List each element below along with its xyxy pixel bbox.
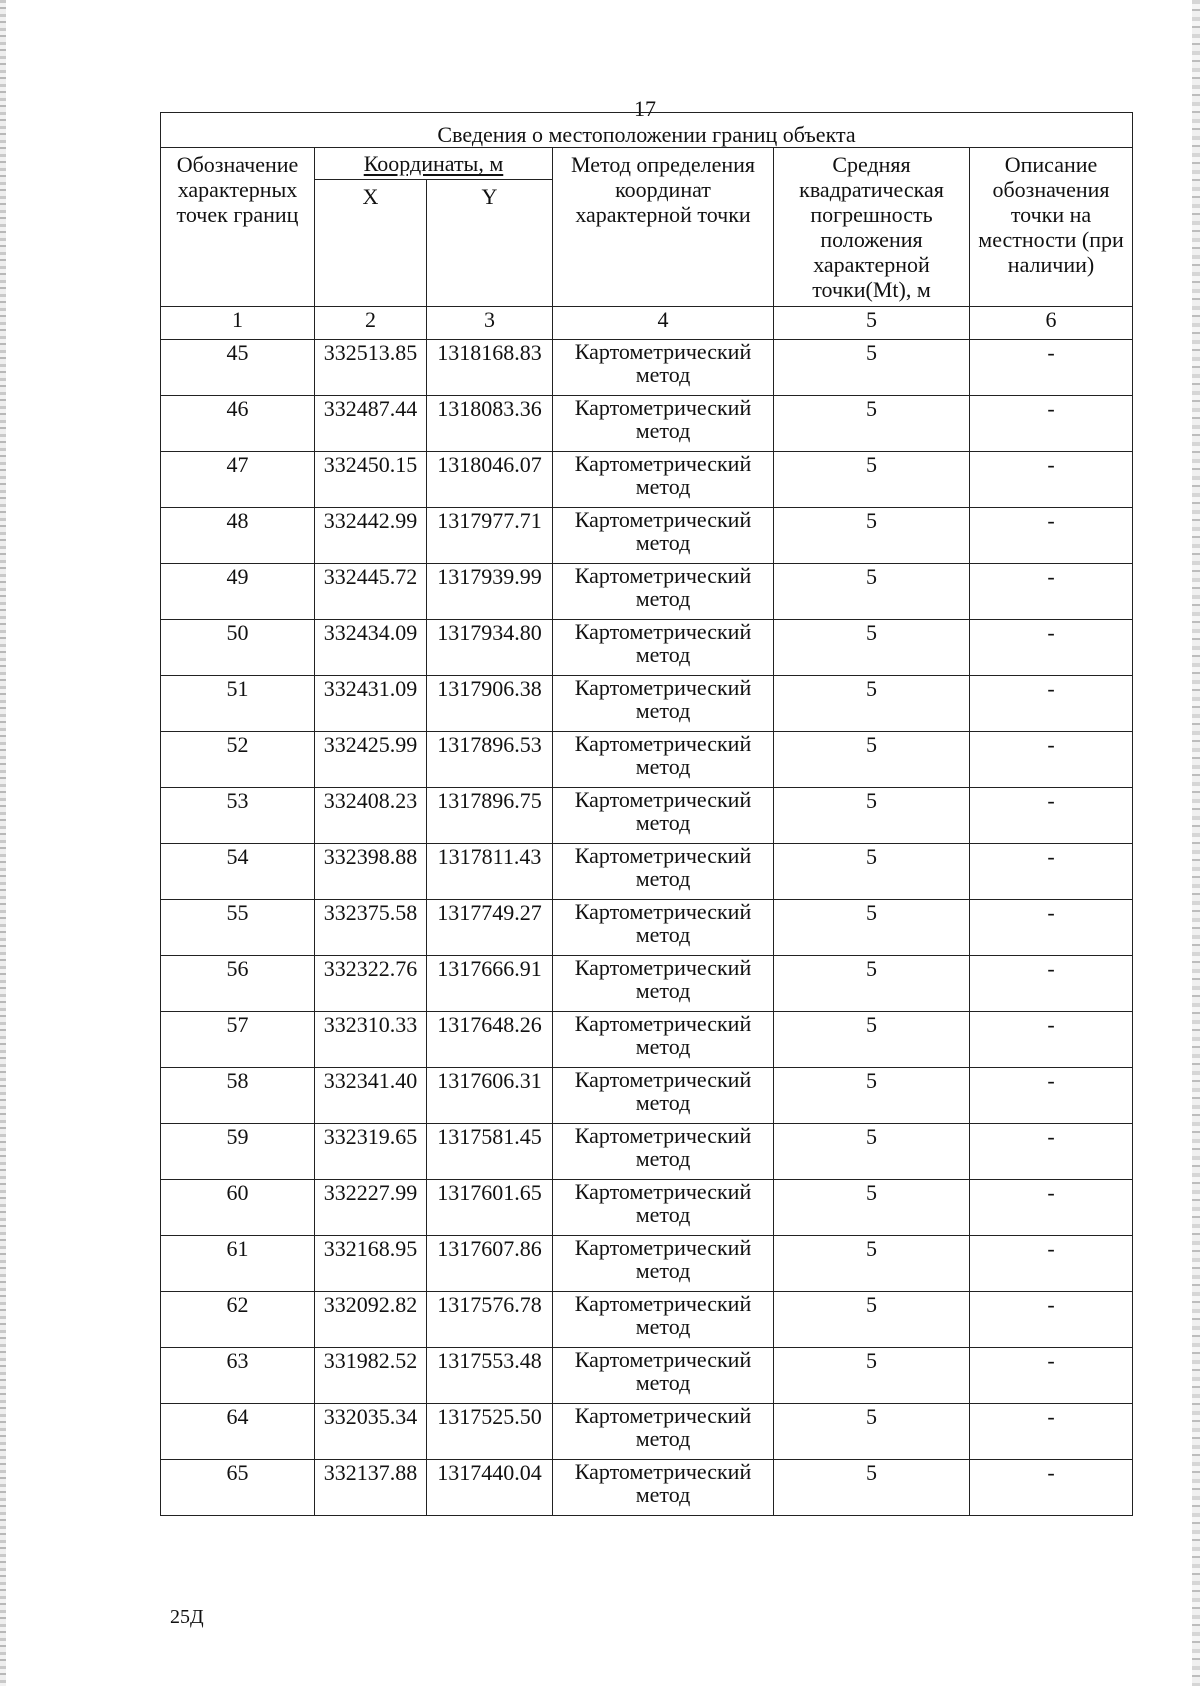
- header-y: Y: [427, 180, 553, 307]
- cell-y: 1317934.80: [427, 620, 553, 676]
- cell-point: 62: [161, 1292, 315, 1348]
- scan-edge-right: [1192, 0, 1200, 1686]
- cell-y: 1318046.07: [427, 452, 553, 508]
- cell-x: 332434.09: [315, 620, 427, 676]
- cell-method: Картометрический метод: [553, 844, 774, 900]
- cell-accuracy: 5: [774, 1068, 970, 1124]
- cell-point: 61: [161, 1236, 315, 1292]
- table-row: [161, 844, 1133, 900]
- cell-accuracy: 5: [774, 340, 970, 396]
- table-row: [161, 1292, 1133, 1348]
- table-row: [161, 956, 1133, 1012]
- column-number: 1: [161, 307, 315, 340]
- cell-accuracy: 5: [774, 1292, 970, 1348]
- cell-y: 1317576.78: [427, 1292, 553, 1348]
- cell-accuracy: 5: [774, 452, 970, 508]
- cell-y: 1317607.86: [427, 1236, 553, 1292]
- scan-edge-left: [0, 0, 6, 1686]
- cell-point: 60: [161, 1180, 315, 1236]
- cell-method: Картометрический метод: [553, 1012, 774, 1068]
- cell-point: 55: [161, 900, 315, 956]
- cell-accuracy: 5: [774, 900, 970, 956]
- table-row: [161, 1068, 1133, 1124]
- column-number: 5: [774, 307, 970, 340]
- cell-accuracy: 5: [774, 844, 970, 900]
- cell-point: 52: [161, 732, 315, 788]
- cell-y: 1317440.04: [427, 1460, 553, 1516]
- cell-accuracy: 5: [774, 1460, 970, 1516]
- table-title: Сведения о местоположении границ объекта: [161, 113, 1133, 148]
- cell-description: -: [970, 900, 1133, 956]
- cell-point: 58: [161, 1068, 315, 1124]
- header-accuracy: Средняя квадратическая погрешность положения характерной точки(Mt), м: [774, 148, 970, 307]
- cell-y: 1317811.43: [427, 844, 553, 900]
- cell-description: -: [970, 1068, 1133, 1124]
- cell-x: 332425.99: [315, 732, 427, 788]
- cell-y: 1317906.38: [427, 676, 553, 732]
- cell-method: Картометрический метод: [553, 564, 774, 620]
- table-row: [161, 564, 1133, 620]
- cell-method: Картометрический метод: [553, 956, 774, 1012]
- cell-x: 332513.85: [315, 340, 427, 396]
- cell-description: -: [970, 1460, 1133, 1516]
- cell-method: Картометрический метод: [553, 1404, 774, 1460]
- cell-method: Картометрический метод: [553, 1180, 774, 1236]
- cell-accuracy: 5: [774, 1236, 970, 1292]
- table-row: [161, 508, 1133, 564]
- column-number: 2: [315, 307, 427, 340]
- cell-point: 56: [161, 956, 315, 1012]
- cell-method: Картометрический метод: [553, 508, 774, 564]
- cell-point: 45: [161, 340, 315, 396]
- table-body: [161, 340, 1133, 1516]
- cell-accuracy: 5: [774, 1348, 970, 1404]
- cell-point: 51: [161, 676, 315, 732]
- cell-description: -: [970, 956, 1133, 1012]
- header-method: Метод определения координат характерной точки: [553, 148, 774, 307]
- cell-accuracy: 5: [774, 396, 970, 452]
- cell-x: 332450.15: [315, 452, 427, 508]
- cell-y: 1318083.36: [427, 396, 553, 452]
- cell-x: 332137.88: [315, 1460, 427, 1516]
- page-number: 17: [634, 96, 656, 121]
- table-row: [161, 676, 1133, 732]
- cell-accuracy: 5: [774, 676, 970, 732]
- cell-point: 49: [161, 564, 315, 620]
- cell-method: Картометрический метод: [553, 1124, 774, 1180]
- cell-description: -: [970, 564, 1133, 620]
- table-row: [161, 1348, 1133, 1404]
- cell-y: 1317977.71: [427, 508, 553, 564]
- table-row: [161, 340, 1133, 396]
- cell-accuracy: 5: [774, 732, 970, 788]
- cell-method: Картометрический метод: [553, 340, 774, 396]
- cell-y: 1317581.45: [427, 1124, 553, 1180]
- table-row: [161, 1012, 1133, 1068]
- column-number: 4: [553, 307, 774, 340]
- cell-point: 48: [161, 508, 315, 564]
- cell-accuracy: 5: [774, 1124, 970, 1180]
- cell-x: 332431.09: [315, 676, 427, 732]
- cell-description: -: [970, 676, 1133, 732]
- cell-accuracy: 5: [774, 788, 970, 844]
- cell-description: -: [970, 1348, 1133, 1404]
- table-row: [161, 788, 1133, 844]
- table-row: [161, 1236, 1133, 1292]
- cell-method: Картометрический метод: [553, 900, 774, 956]
- cell-y: 1317939.99: [427, 564, 553, 620]
- cell-description: -: [970, 452, 1133, 508]
- cell-x: 332310.33: [315, 1012, 427, 1068]
- cell-method: Картометрический метод: [553, 396, 774, 452]
- cell-description: -: [970, 1012, 1133, 1068]
- cell-x: 332341.40: [315, 1068, 427, 1124]
- cell-description: -: [970, 620, 1133, 676]
- cell-x: 332168.95: [315, 1236, 427, 1292]
- cell-y: 1317896.53: [427, 732, 553, 788]
- cell-method: Картометрический метод: [553, 1460, 774, 1516]
- cell-y: 1318168.83: [427, 340, 553, 396]
- cell-x: 331982.52: [315, 1348, 427, 1404]
- cell-x: 332227.99: [315, 1180, 427, 1236]
- cell-description: -: [970, 340, 1133, 396]
- column-number: 6: [970, 307, 1133, 340]
- cell-point: 47: [161, 452, 315, 508]
- cell-x: 332375.58: [315, 900, 427, 956]
- table-row: [161, 620, 1133, 676]
- column-number: 3: [427, 307, 553, 340]
- table-row: [161, 900, 1133, 956]
- cell-accuracy: 5: [774, 956, 970, 1012]
- footer-code: 25Д: [170, 1606, 204, 1628]
- cell-point: 46: [161, 396, 315, 452]
- header-coords: [315, 148, 553, 180]
- boundary-table: [160, 112, 1133, 1516]
- cell-description: -: [970, 1124, 1133, 1180]
- cell-method: Картометрический метод: [553, 676, 774, 732]
- cell-point: 57: [161, 1012, 315, 1068]
- cell-description: -: [970, 788, 1133, 844]
- cell-accuracy: 5: [774, 1012, 970, 1068]
- cell-x: 332445.72: [315, 564, 427, 620]
- cell-method: Картометрический метод: [553, 788, 774, 844]
- cell-point: 65: [161, 1460, 315, 1516]
- cell-x: 332092.82: [315, 1292, 427, 1348]
- cell-description: -: [970, 844, 1133, 900]
- cell-point: 64: [161, 1404, 315, 1460]
- cell-description: -: [970, 508, 1133, 564]
- cell-description: -: [970, 1236, 1133, 1292]
- header-point: Обозначение характерных точек границ: [161, 148, 315, 307]
- cell-y: 1317601.65: [427, 1180, 553, 1236]
- cell-accuracy: 5: [774, 1180, 970, 1236]
- cell-x: 332487.44: [315, 396, 427, 452]
- cell-method: Картометрический метод: [553, 620, 774, 676]
- table-row: [161, 732, 1133, 788]
- cell-method: Картометрический метод: [553, 1068, 774, 1124]
- cell-accuracy: 5: [774, 1404, 970, 1460]
- cell-x: 332035.34: [315, 1404, 427, 1460]
- cell-x: 332322.76: [315, 956, 427, 1012]
- cell-point: 59: [161, 1124, 315, 1180]
- cell-point: 63: [161, 1348, 315, 1404]
- cell-description: -: [970, 396, 1133, 452]
- cell-point: 54: [161, 844, 315, 900]
- cell-x: 332408.23: [315, 788, 427, 844]
- cell-y: 1317666.91: [427, 956, 553, 1012]
- cell-y: 1317606.31: [427, 1068, 553, 1124]
- cell-y: 1317896.75: [427, 788, 553, 844]
- header-description: Описание обозначения точки на местности (при наличии): [970, 148, 1133, 307]
- cell-point: 53: [161, 788, 315, 844]
- cell-method: Картометрический метод: [553, 1292, 774, 1348]
- cell-description: -: [970, 1180, 1133, 1236]
- table-row: [161, 396, 1133, 452]
- cell-method: Картометрический метод: [553, 1348, 774, 1404]
- cell-description: -: [970, 1292, 1133, 1348]
- table-row: [161, 1180, 1133, 1236]
- cell-x: 332319.65: [315, 1124, 427, 1180]
- cell-description: -: [970, 1404, 1133, 1460]
- cell-accuracy: 5: [774, 508, 970, 564]
- cell-point: 50: [161, 620, 315, 676]
- table-row: [161, 1460, 1133, 1516]
- column-numbers-row: [161, 307, 1133, 340]
- cell-y: 1317749.27: [427, 900, 553, 956]
- cell-description: -: [970, 732, 1133, 788]
- table-row: [161, 1124, 1133, 1180]
- cell-method: Картометрический метод: [553, 452, 774, 508]
- table-row: [161, 452, 1133, 508]
- cell-method: Картометрический метод: [553, 732, 774, 788]
- table-row: [161, 1404, 1133, 1460]
- header-coords-label: Координаты, м: [363, 151, 504, 176]
- cell-x: 332442.99: [315, 508, 427, 564]
- cell-accuracy: 5: [774, 564, 970, 620]
- cell-accuracy: 5: [774, 620, 970, 676]
- cell-method: Картометрический метод: [553, 1236, 774, 1292]
- header-x: X: [315, 180, 427, 307]
- cell-y: 1317525.50: [427, 1404, 553, 1460]
- cell-x: 332398.88: [315, 844, 427, 900]
- cell-y: 1317648.26: [427, 1012, 553, 1068]
- cell-y: 1317553.48: [427, 1348, 553, 1404]
